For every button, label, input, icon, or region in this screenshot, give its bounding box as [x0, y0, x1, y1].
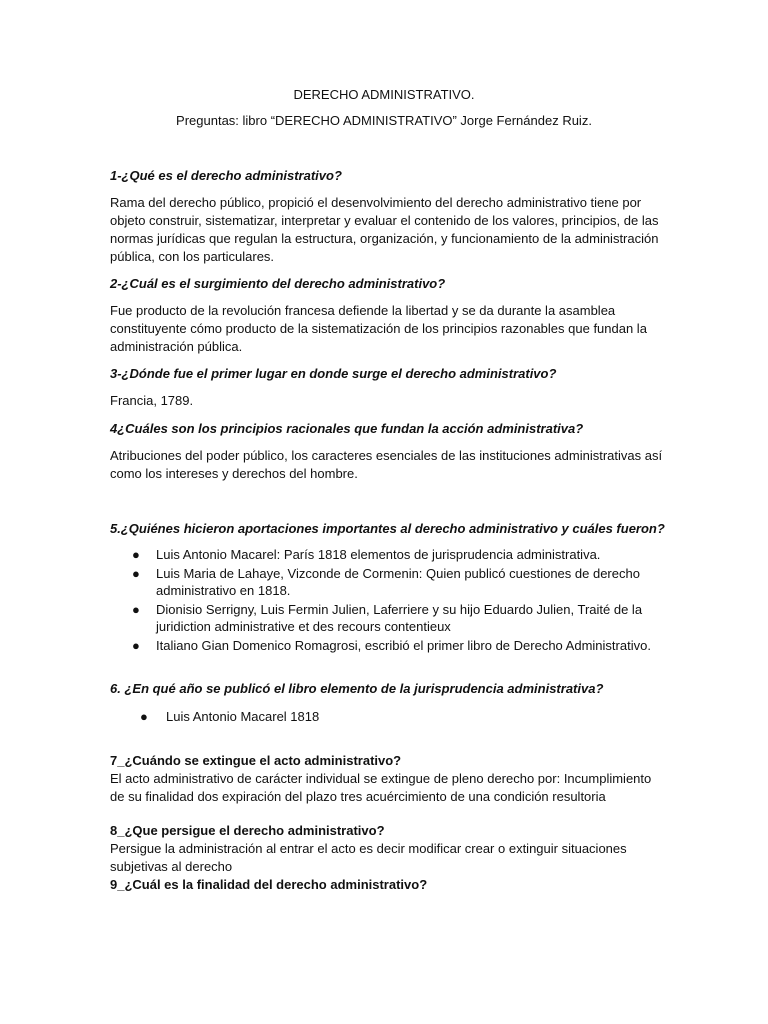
bullet-icon: ●: [132, 601, 140, 617]
answer-8: Persigue la administración al entrar el acto es decir modificar crear o extinguir situaciones subjetivas al derecho: [110, 841, 627, 874]
question-6: 6. ¿En qué año se publicó el libro elemento de la jurisprudencia administrativa?: [110, 681, 604, 696]
bullet-icon: ●: [140, 709, 148, 724]
question-3: 3-¿Dónde fue el primer lugar en donde surge el derecho administrativo?: [110, 366, 557, 381]
list-item: [110, 565, 670, 600]
bullet-icon: ●: [132, 637, 140, 653]
list-item: [110, 637, 670, 655]
list-item: [110, 601, 670, 636]
answer-6-list: [110, 708, 670, 726]
list-item: [110, 546, 670, 564]
question-2: 2-¿Cuál es el surgimiento del derecho administrativo?: [110, 276, 446, 291]
bullet-icon: ●: [132, 565, 140, 581]
contributors-list: [110, 546, 670, 654]
answer-2: Fue producto de la revolución francesa defiende la libertad y se da durante la asamblea constituyente cómo producto de la sistematización de los principios razonables que fundan la administración pública.: [110, 303, 647, 354]
list-item-text: Italiano Gian Domenico Romagrosi, escribió el primer libro de Derecho Administrativo.: [156, 637, 651, 653]
question-7: 7_¿Cuándo se extingue el acto administrativo?: [110, 753, 402, 768]
answer-7: El acto administrativo de carácter individual se extingue de pleno derecho por: Incumplimiento de su finalidad dos expiración del plazo tres acuércimiento de una condición resultoria: [110, 771, 652, 804]
question-8: 8_¿Que persigue el derecho administrativo?: [110, 823, 385, 838]
bullet-icon: ●: [132, 547, 140, 562]
question-1: 1-¿Qué es el derecho administrativo?: [110, 168, 342, 183]
list-item: [110, 708, 670, 726]
document-subtitle: Preguntas: libro “DERECHO ADMINISTRATIVO” Jorge Fernández Ruiz.: [176, 113, 592, 128]
question-5: 5.¿Quiénes hicieron aportaciones importantes al derecho administrativo y cuáles fueron?: [110, 521, 665, 536]
answer-4: Atribuciones del poder público, los caracteres esenciales de las instituciones administrativas así como los intereses y derechos del hombre.: [110, 448, 663, 481]
question-4: 4¿Cuáles son los principios racionales que fundan la acción administrativa?: [110, 421, 584, 436]
list-item-text: Luis Antonio Macarel: París 1818 elementos de jurisprudencia administrativa.: [156, 547, 601, 562]
answer-3: Francia, 1789.: [110, 393, 194, 408]
question-9: 9_¿Cuál es la finalidad del derecho administrativo?: [110, 877, 428, 892]
list-item-text: Luis Maria de Lahaye, Vizconde de Cormenin: Quien publicó cuestiones de derecho administrativo en 1818.: [156, 565, 640, 598]
answer-1: Rama del derecho público, propició el desenvolvimiento del derecho administrativo tiene por objeto construir, sistematizar, interpretar y evaluar el contenido de los valores, principios, de las normas jurídicas que regulan la estructura, organización, y funcionamiento de la administración pública, con los particulares.: [110, 195, 659, 264]
list-item-text: Luis Antonio Macarel 1818: [166, 709, 320, 724]
document-title: DERECHO ADMINISTRATIVO.: [293, 87, 475, 102]
list-item-text: Dionisio Serrigny, Luis Fermin Julien, Laferriere y su hijo Eduardo Julien, Traité de la juridiction administrative et des recours contentieux: [156, 601, 643, 634]
